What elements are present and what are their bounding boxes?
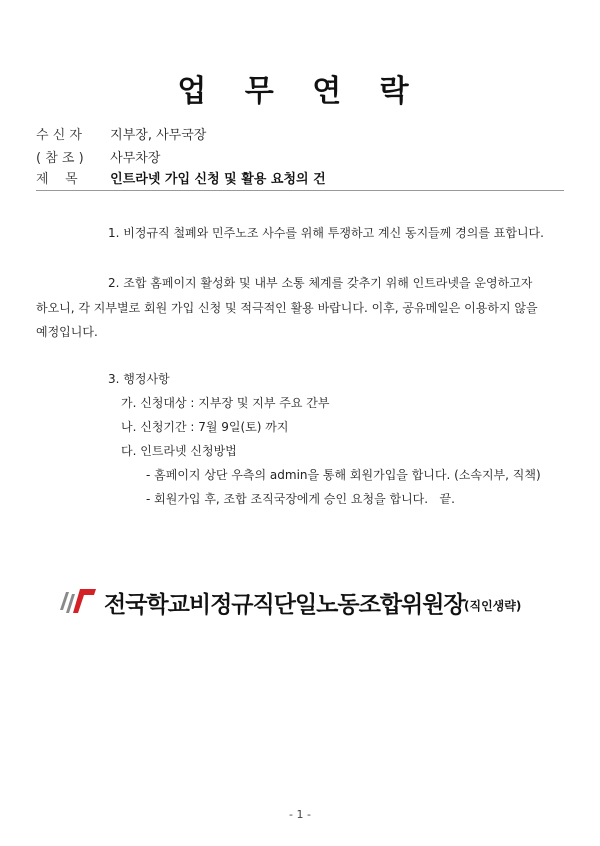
header-row-subject (36, 170, 326, 190)
header-divider (36, 190, 564, 191)
header-row-reference (36, 149, 160, 169)
sub-item-1: - 홈페이지 상단 우측의 admin을 통해 회원가입을 합니다. (소속지부, 직책) (146, 468, 541, 482)
document-title: 업 무 연 락 (177, 74, 423, 109)
item-a: 가. 신청대상 : 지부장 및 지부 주요 간부 (121, 396, 330, 410)
header-row-recipient (36, 126, 206, 146)
item-c: 다. 인트라넷 신청방법 (121, 444, 237, 458)
section-3-heading: 3. 행정사항 (108, 372, 170, 386)
paragraph-2-line-2: 하오니, 각 지부별로 회원 가입 신청 및 적극적인 활용 바랍니다. 이후, 공유메일은 이용하지 않을 (36, 301, 538, 315)
organization-name: 전국학교비정규직단일노동조합위원장 (104, 592, 465, 618)
subject-value: 인트라넷 가입 신청 및 활용 요청의 건 (110, 172, 326, 187)
paragraph-1: 1. 비정규직 철폐와 민주노조 사수를 위해 투쟁하고 계신 동지들께 경의를 표합니다. (108, 226, 544, 240)
recipient-value: 지부장, 사무국장 (110, 128, 207, 143)
page-number: - 1 - (289, 808, 311, 821)
union-logo-icon (58, 586, 98, 616)
item-b: 나. 신청기간 : 7월 9일(토) 까지 (121, 420, 289, 434)
reference-value: 사무차장 (110, 151, 161, 166)
sub-item-2: - 회원가입 후, 조합 조직국장에게 승인 요청을 합니다. 끝. (146, 492, 455, 506)
paragraph-2-line-1: 2. 조합 홈페이지 활성화 및 내부 소통 체계를 갖추기 위해 인트라넷을 운영하고자 (108, 276, 533, 290)
subject-label: 제 목 (36, 172, 78, 187)
recipient-label: 수 신 자 (36, 128, 82, 143)
paragraph-2-line-3: 예정입니다. (36, 325, 98, 339)
seal-omitted-note: (직인생략) (464, 599, 522, 613)
reference-label: ( 참 조 ) (36, 151, 84, 166)
